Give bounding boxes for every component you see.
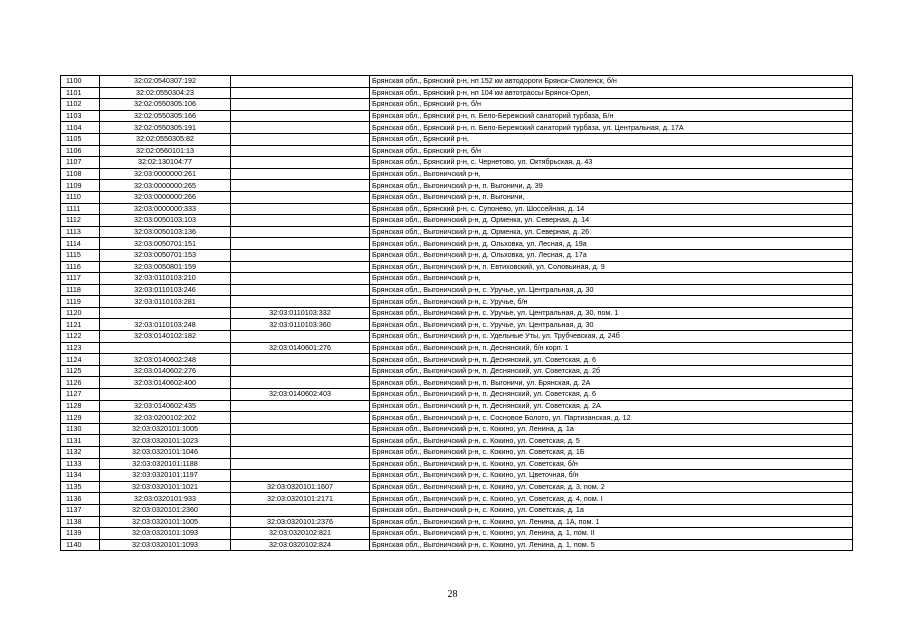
- table-row: [61, 261, 853, 273]
- cadastral-number-cell: 32:03:0110103:248: [100, 319, 231, 331]
- address-cell: Брянская обл., Брянский р-н, нп 104 км автотрассы Брянск-Орел,: [370, 87, 853, 99]
- address-cell: Брянская обл., Выгоничский р-н, д. Орменка, ул. Северная, д. 14: [370, 215, 853, 227]
- table-row: [61, 458, 853, 470]
- address-cell: Брянская обл., Брянский р-н, с. Чернетово, ул. Октябрьская, д. 43: [370, 157, 853, 169]
- address-cell: Брянская обл., Выгоничский р-н, п. Деснянский, ул. Советская, д. 6: [370, 354, 853, 366]
- row-number-cell: 1101: [61, 87, 100, 99]
- row-number-cell: 1130: [61, 423, 100, 435]
- address-cell: Брянская обл., Брянский р-н, п. Бело-Бережский санаторий турбаза, ул. Центральная, д. 17А: [370, 122, 853, 134]
- table-row: [61, 423, 853, 435]
- related-cadastral-number-cell: [231, 180, 370, 192]
- table-row: [61, 307, 853, 319]
- row-number-cell: 1112: [61, 215, 100, 227]
- row-number-cell: 1103: [61, 110, 100, 122]
- address-cell: Брянская обл., Выгоничский р-н, с. Уручье, ул. Центральная, д. 30: [370, 319, 853, 331]
- cadastral-number-cell: 32:03:0320101:933: [100, 493, 231, 505]
- related-cadastral-number-cell: [231, 238, 370, 250]
- cadastral-number-cell: 32:03:0140602:435: [100, 400, 231, 412]
- cadastral-number-cell: 32:02:0540307:192: [100, 76, 231, 88]
- related-cadastral-number-cell: 32:03:0110103:360: [231, 319, 370, 331]
- cadastral-number-cell: 32:03:0200102:202: [100, 412, 231, 424]
- address-cell: Брянская обл., Выгоничский р-н,: [370, 273, 853, 285]
- table-row: [61, 539, 853, 551]
- cadastral-number-cell: 32:03:0140602:400: [100, 377, 231, 389]
- address-cell: Брянская обл., Выгоничский р-н, с. Кокино, ул. Ленина, д. 1, пом. II: [370, 528, 853, 540]
- table-row: [61, 145, 853, 157]
- cadastral-number-cell: 32:03:0320101:1005: [100, 516, 231, 528]
- related-cadastral-number-cell: [231, 423, 370, 435]
- cadastral-number-cell: 32:03:0050103:136: [100, 226, 231, 238]
- address-cell: Брянская обл., Выгоничский р-н, п. Деснянский, ул. Советская, д. 2б: [370, 365, 853, 377]
- related-cadastral-number-cell: [231, 296, 370, 308]
- table-row: [61, 76, 853, 88]
- related-cadastral-number-cell: [231, 458, 370, 470]
- row-number-cell: 1134: [61, 470, 100, 482]
- row-number-cell: 1123: [61, 342, 100, 354]
- related-cadastral-number-cell: 32:03:0140602:403: [231, 389, 370, 401]
- row-number-cell: 1125: [61, 365, 100, 377]
- address-cell: Брянская обл., Выгоничский р-н, д. Орменка, ул. Северная, д. 26: [370, 226, 853, 238]
- related-cadastral-number-cell: 32:03:0320101:2376: [231, 516, 370, 528]
- row-number-cell: 1114: [61, 238, 100, 250]
- cadastral-number-cell: 32:03:0140602:248: [100, 354, 231, 366]
- cadastral-number-cell: 32:03:0320101:1093: [100, 539, 231, 551]
- table-row: [61, 157, 853, 169]
- registry-table: [60, 75, 853, 551]
- cadastral-number-cell: 32:03:0000000:261: [100, 168, 231, 180]
- cadastral-number-cell: 32:03:0050701:153: [100, 249, 231, 261]
- row-number-cell: 1121: [61, 319, 100, 331]
- related-cadastral-number-cell: [231, 377, 370, 389]
- registry-table-body: [61, 76, 853, 551]
- row-number-cell: 1135: [61, 481, 100, 493]
- table-row: [61, 284, 853, 296]
- row-number-cell: 1139: [61, 528, 100, 540]
- address-cell: Брянская обл., Брянский р-н, б/н: [370, 145, 853, 157]
- related-cadastral-number-cell: [231, 168, 370, 180]
- cadastral-number-cell: 32:02:0550305:166: [100, 110, 231, 122]
- table-row: [61, 365, 853, 377]
- address-cell: Брянская обл., Выгоничский р-н,: [370, 168, 853, 180]
- related-cadastral-number-cell: [231, 203, 370, 215]
- table-row: [61, 504, 853, 516]
- related-cadastral-number-cell: [231, 331, 370, 343]
- address-cell: Брянская обл., Выгоничский р-н, п. Деснянский, ул. Советская, д. 2А: [370, 400, 853, 412]
- address-cell: Брянская обл., Брянский р-н,: [370, 133, 853, 145]
- address-cell: Брянская обл., Выгоничский р-н, с. Уручье, ул. Центральная, д. 30, пом. 1: [370, 307, 853, 319]
- table-row: [61, 493, 853, 505]
- address-cell: Брянская обл., Выгоничский р-н, с. Удельные Уты, ул. Трубчевская, д. 24б: [370, 331, 853, 343]
- related-cadastral-number-cell: [231, 133, 370, 145]
- related-cadastral-number-cell: [231, 226, 370, 238]
- address-cell: Брянская обл., Выгоничский р-н, с. Кокино, ул. Ленина, д. 1а: [370, 423, 853, 435]
- address-cell: Брянская обл., Выгоничский р-н, п. Выгоничи,: [370, 191, 853, 203]
- related-cadastral-number-cell: [231, 261, 370, 273]
- row-number-cell: 1119: [61, 296, 100, 308]
- address-cell: Брянская обл., Выгоничский р-н, с. Кокино, ул. Советская, д. 4, пом. I: [370, 493, 853, 505]
- related-cadastral-number-cell: [231, 400, 370, 412]
- table-row: [61, 342, 853, 354]
- related-cadastral-number-cell: [231, 76, 370, 88]
- row-number-cell: 1109: [61, 180, 100, 192]
- cadastral-number-cell: 32:03:0110103:246: [100, 284, 231, 296]
- address-cell: Брянская обл., Выгоничский р-н, с. Уручье, б/н: [370, 296, 853, 308]
- related-cadastral-number-cell: [231, 412, 370, 424]
- cadastral-number-cell: 32:03:0050801:159: [100, 261, 231, 273]
- table-row: [61, 389, 853, 401]
- row-number-cell: 1131: [61, 435, 100, 447]
- address-cell: Брянская обл., Выгоничский р-н, с. Кокино, ул. Советская, д. 5: [370, 435, 853, 447]
- row-number-cell: 1140: [61, 539, 100, 551]
- address-cell: Брянская обл., Выгоничский р-н, с. Кокино, ул. Ленина, д. 1А, пом. 1: [370, 516, 853, 528]
- related-cadastral-number-cell: 32:03:0320101:1607: [231, 481, 370, 493]
- cadastral-number-cell: [100, 307, 231, 319]
- cadastral-number-cell: 32:03:0000000:266: [100, 191, 231, 203]
- row-number-cell: 1117: [61, 273, 100, 285]
- address-cell: Брянская обл., Выгоничский р-н, с. Уручье, ул. Центральная, д. 30: [370, 284, 853, 296]
- table-row: [61, 238, 853, 250]
- address-cell: Брянская обл., Выгоничский р-н, с. Кокино, ул. Советская, д. 3, пом. 2: [370, 481, 853, 493]
- table-row: [61, 273, 853, 285]
- row-number-cell: 1118: [61, 284, 100, 296]
- table-row: [61, 400, 853, 412]
- cadastral-number-cell: 32:03:0320101:1005: [100, 423, 231, 435]
- page-number: 28: [447, 589, 458, 600]
- related-cadastral-number-cell: 32:03:0110103:332: [231, 307, 370, 319]
- address-cell: Брянская обл., Выгоничский р-н, с. Кокино, ул. Советская, б/н: [370, 458, 853, 470]
- related-cadastral-number-cell: [231, 447, 370, 459]
- table-row: [61, 516, 853, 528]
- row-number-cell: 1129: [61, 412, 100, 424]
- cadastral-number-cell: 32:02:0550305:191: [100, 122, 231, 134]
- cadastral-number-cell: 32:02:0560101:13: [100, 145, 231, 157]
- cadastral-number-cell: 32:02:130104:77: [100, 157, 231, 169]
- related-cadastral-number-cell: [231, 365, 370, 377]
- table-row: [61, 168, 853, 180]
- address-cell: Брянская обл., Выгоничский р-н, п. Деснянский, ул. Советская, д. 6: [370, 389, 853, 401]
- cadastral-number-cell: 32:03:0320101:1197: [100, 470, 231, 482]
- row-number-cell: 1132: [61, 447, 100, 459]
- row-number-cell: 1120: [61, 307, 100, 319]
- address-cell: Брянская обл., Выгоничский р-н, п. Деснянский, б/н корп. 1: [370, 342, 853, 354]
- table-row: [61, 191, 853, 203]
- address-cell: Брянская обл., Выгоничский р-н, с. Кокино, ул. Цветочная, б/н: [370, 470, 853, 482]
- row-number-cell: 1124: [61, 354, 100, 366]
- cadastral-number-cell: 32:03:0320101:1188: [100, 458, 231, 470]
- related-cadastral-number-cell: [231, 99, 370, 111]
- cadastral-number-cell: 32:03:0320101:1093: [100, 528, 231, 540]
- cadastral-number-cell: 32:03:0140602:276: [100, 365, 231, 377]
- address-cell: Брянская обл., Выгоничский р-н, д. Ольховка, ул. Лесная, д. 19а: [370, 238, 853, 250]
- cadastral-number-cell: 32:03:0000000:333: [100, 203, 231, 215]
- cadastral-number-cell: 32:03:0110103:210: [100, 273, 231, 285]
- table-row: [61, 87, 853, 99]
- cadastral-number-cell: 32:03:0320101:2360: [100, 504, 231, 516]
- table-row: [61, 215, 853, 227]
- cadastral-number-cell: [100, 389, 231, 401]
- table-row: [61, 110, 853, 122]
- related-cadastral-number-cell: [231, 110, 370, 122]
- cadastral-number-cell: 32:03:0320101:1021: [100, 481, 231, 493]
- address-cell: Брянская обл., Выгоничский р-н, с. Кокино, ул. Советская, д. 1а: [370, 504, 853, 516]
- table-row: [61, 203, 853, 215]
- address-cell: Брянская обл., Выгоничский р-н, п. Выгоничи, д. 39: [370, 180, 853, 192]
- related-cadastral-number-cell: [231, 435, 370, 447]
- cadastral-number-cell: 32:03:0320101:1023: [100, 435, 231, 447]
- cadastral-number-cell: 32:03:0050103:103: [100, 215, 231, 227]
- related-cadastral-number-cell: [231, 354, 370, 366]
- table-row: [61, 99, 853, 111]
- cadastral-number-cell: 32:02:0550305:106: [100, 99, 231, 111]
- table-row: [61, 528, 853, 540]
- row-number-cell: 1138: [61, 516, 100, 528]
- related-cadastral-number-cell: [231, 157, 370, 169]
- related-cadastral-number-cell: [231, 273, 370, 285]
- address-cell: Брянская обл., Выгоничский р-н, с. Кокино, ул. Ленина, д. 1, пом. 5: [370, 539, 853, 551]
- table-row: [61, 412, 853, 424]
- row-number-cell: 1108: [61, 168, 100, 180]
- table-row: [61, 319, 853, 331]
- address-cell: Брянская обл., Выгоничский р-н, с. Сосновое Болото, ул. Партизанская, д. 12: [370, 412, 853, 424]
- related-cadastral-number-cell: [231, 87, 370, 99]
- table-row: [61, 180, 853, 192]
- row-number-cell: 1122: [61, 331, 100, 343]
- address-cell: Брянская обл., Брянский р-н, б/н: [370, 99, 853, 111]
- related-cadastral-number-cell: [231, 504, 370, 516]
- row-number-cell: 1133: [61, 458, 100, 470]
- address-cell: Брянская обл., Выгоничский р-н, д. Ольховка, ул. Лесная, д. 17а: [370, 249, 853, 261]
- table-row: [61, 249, 853, 261]
- table-row: [61, 435, 853, 447]
- table-row: [61, 296, 853, 308]
- table-row: [61, 447, 853, 459]
- table-row: [61, 377, 853, 389]
- related-cadastral-number-cell: [231, 191, 370, 203]
- table-row: [61, 481, 853, 493]
- related-cadastral-number-cell: [231, 470, 370, 482]
- row-number-cell: 1104: [61, 122, 100, 134]
- table-row: [61, 331, 853, 343]
- cadastral-number-cell: 32:02:0550305:82: [100, 133, 231, 145]
- related-cadastral-number-cell: 32:03:0320102:824: [231, 539, 370, 551]
- cadastral-number-cell: 32:02:0550304:23: [100, 87, 231, 99]
- cadastral-number-cell: 32:03:0140102:182: [100, 331, 231, 343]
- address-cell: Брянская обл., Брянский р-н, с. Супонево, ул. Шоссейная, д. 14: [370, 203, 853, 215]
- table-row: [61, 470, 853, 482]
- related-cadastral-number-cell: [231, 249, 370, 261]
- address-cell: Брянская обл., Брянский р-н, нп 152 км автодороги Брянск-Смоленск, б/н: [370, 76, 853, 88]
- row-number-cell: 1127: [61, 389, 100, 401]
- row-number-cell: 1128: [61, 400, 100, 412]
- related-cadastral-number-cell: 32:03:0320101:2171: [231, 493, 370, 505]
- table-row: [61, 354, 853, 366]
- row-number-cell: 1106: [61, 145, 100, 157]
- row-number-cell: 1137: [61, 504, 100, 516]
- related-cadastral-number-cell: [231, 284, 370, 296]
- row-number-cell: 1126: [61, 377, 100, 389]
- related-cadastral-number-cell: [231, 122, 370, 134]
- related-cadastral-number-cell: 32:03:0320102:821: [231, 528, 370, 540]
- row-number-cell: 1116: [61, 261, 100, 273]
- row-number-cell: 1115: [61, 249, 100, 261]
- row-number-cell: 1107: [61, 157, 100, 169]
- row-number-cell: 1113: [61, 226, 100, 238]
- cadastral-number-cell: 32:03:0050701:151: [100, 238, 231, 250]
- cadastral-number-cell: [100, 342, 231, 354]
- cadastral-number-cell: 32:03:0000000:265: [100, 180, 231, 192]
- row-number-cell: 1136: [61, 493, 100, 505]
- table-row: [61, 122, 853, 134]
- table-row: [61, 226, 853, 238]
- related-cadastral-number-cell: 32:03:0140601:276: [231, 342, 370, 354]
- address-cell: Брянская обл., Выгоничский р-н, п. Евтиховский, ул. Соловьиная, д. 9: [370, 261, 853, 273]
- cadastral-number-cell: 32:03:0320101:1046: [100, 447, 231, 459]
- row-number-cell: 1111: [61, 203, 100, 215]
- address-cell: Брянская обл., Выгоничский р-н, с. Кокино, ул. Советская, д. 1Б: [370, 447, 853, 459]
- address-cell: Брянская обл., Брянский р-н, п. Бело-Бережский санаторий турбаза, Б/н: [370, 110, 853, 122]
- cadastral-number-cell: 32:03:0110103:281: [100, 296, 231, 308]
- table-row: [61, 133, 853, 145]
- row-number-cell: 1105: [61, 133, 100, 145]
- related-cadastral-number-cell: [231, 215, 370, 227]
- row-number-cell: 1110: [61, 191, 100, 203]
- row-number-cell: 1102: [61, 99, 100, 111]
- related-cadastral-number-cell: [231, 145, 370, 157]
- address-cell: Брянская обл., Выгоничский р-н, п. Выгоничи, ул. Брянская, д. 2А: [370, 377, 853, 389]
- row-number-cell: 1100: [61, 76, 100, 88]
